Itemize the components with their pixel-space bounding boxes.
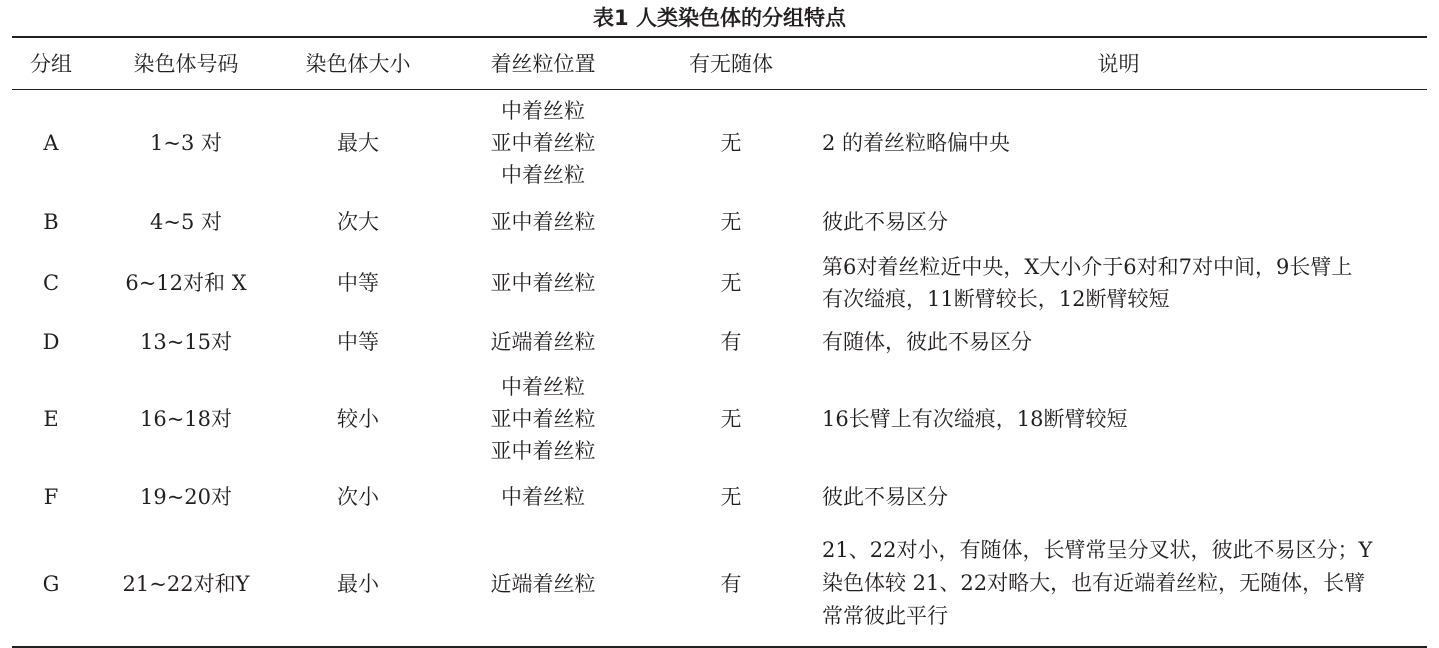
cell-centromere [434,473,652,521]
note-line: 常常彼此平行 [822,604,948,628]
note-line: 16长臂上有次缢痕，18断臂较短 [822,407,1128,431]
cell-numbers: 19~20对 [139,485,233,509]
cell-size: 中等 [337,271,379,295]
centromere-line: 中着丝粒 [501,163,585,188]
cell-size: 中等 [337,330,379,354]
centromere-line: 近端着丝粒 [490,330,596,354]
note-line: 染色体较 21、22对略大，也有近端着丝粒，无随体，长臂 [822,571,1366,595]
cell-note [810,365,1427,473]
cell-satellite: 无 [720,271,742,295]
table-row [12,521,1427,647]
centromere-line: 近端着丝粒 [490,571,596,596]
table-row [12,89,1427,197]
table-title: 表1 人类染色体的分组特点 [593,6,846,30]
header-row [12,37,1427,89]
cell-centromere [434,89,652,197]
note-line: 有随体，彼此不易区分 [822,330,1032,354]
note-line: 彼此不易区分 [822,210,948,234]
cell-size: 次大 [337,210,379,234]
centromere-line: 亚中着丝粒 [490,271,596,295]
cell-centromere [434,247,652,319]
cell-satellite: 有 [720,330,742,354]
note-line: 2 的着丝粒略偏中央 [822,131,1011,156]
cell-numbers: 16~18对 [139,407,233,431]
cell-size: 最大 [337,131,379,156]
centromere-line: 亚中着丝粒 [490,407,596,431]
cell-group: F [43,485,59,509]
cell-note [810,247,1427,319]
centromere-line: 亚中着丝粒 [490,210,596,234]
cell-group: B [43,210,59,234]
cell-numbers: 1~3 对 [150,131,222,156]
centromere-line: 中着丝粒 [501,485,585,509]
cell-centromere [434,319,652,365]
cell-group: C [42,271,60,295]
header-numbers: 染色体号码 [90,37,282,89]
cell-satellite: 无 [720,210,742,234]
cell-numbers: 13~15对 [139,330,233,354]
chromosome-group-table [12,36,1427,648]
centromere-line: 亚中着丝粒 [490,131,596,156]
cell-note [810,197,1427,247]
note-line: 第6对着丝粒近中央，X大小介于6对和7对中间，9长臂上 [822,255,1353,279]
cell-satellite: 无 [720,131,742,156]
centromere-line: 亚中着丝粒 [490,439,596,463]
cell-group: G [12,521,90,647]
cell-size: 次小 [337,485,379,509]
cell-group: A [43,131,59,156]
header-centromere: 着丝粒位置 [434,37,652,89]
note-line: 彼此不易区分 [822,485,948,509]
cell-note [810,319,1427,365]
cell-size: 最小 [282,521,434,647]
cell-centromere [434,365,652,473]
table-row [12,197,1427,247]
cell-satellite: 无 [720,407,742,431]
cell-numbers: 4~5 对 [150,210,222,234]
cell-numbers: 21~22对和Y [90,521,282,647]
header-note: 说明 [810,37,1427,89]
table-row [12,247,1427,319]
header-satellite: 有无随体 [652,37,810,89]
cell-centromere [434,521,652,647]
centromere-line: 中着丝粒 [501,99,585,124]
cell-centromere [434,197,652,247]
cell-satellite: 无 [720,485,742,509]
cell-note [810,473,1427,521]
cell-group: E [43,407,59,431]
table-row [12,319,1427,365]
cell-note [810,89,1427,197]
cell-note [810,521,1427,647]
cell-numbers: 6~12对和 X [125,271,247,295]
centromere-line: 中着丝粒 [501,375,585,399]
table-row [12,365,1427,473]
note-line: 有次缢痕，11断臂较长，12断臂较短 [822,287,1170,311]
table-row [12,473,1427,521]
cell-size: 较小 [337,407,379,431]
cell-satellite: 有 [652,521,810,647]
cell-group: D [42,330,60,354]
header-group: 分组 [12,37,90,89]
header-size: 染色体大小 [282,37,434,89]
note-line: 21、22对小，有随体，长臂常呈分叉状，彼此不易区分；Y [822,538,1373,562]
